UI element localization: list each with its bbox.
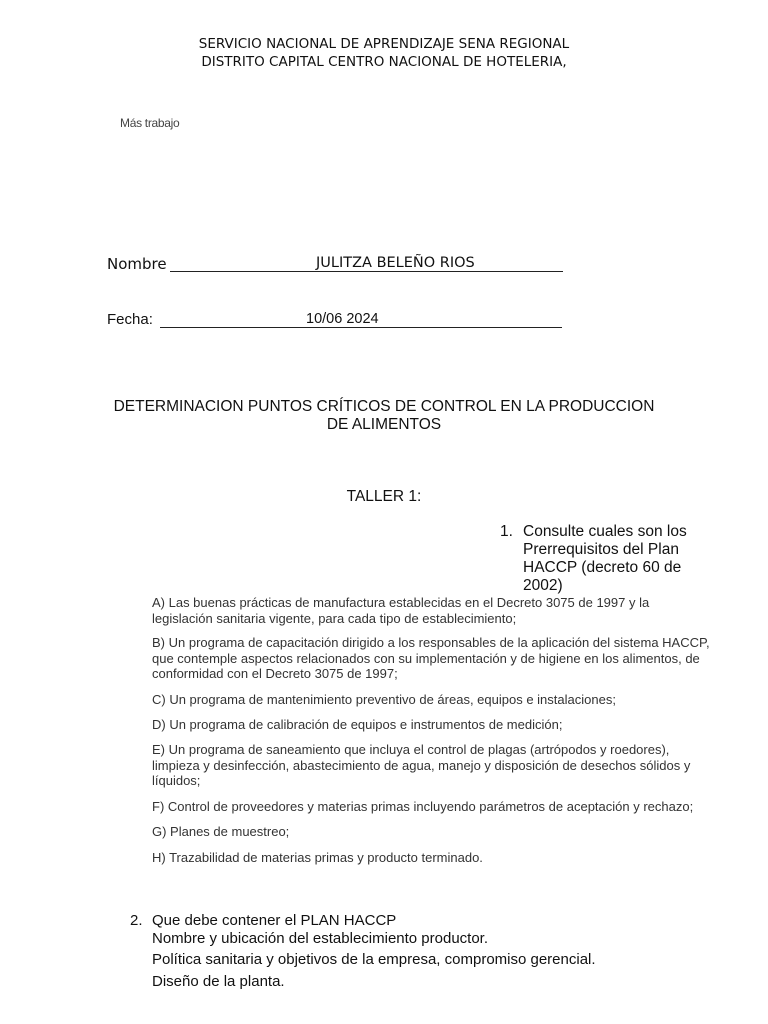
document-title-line1: DETERMINACION PUNTOS CRÍTICOS DE CONTROL EN LA PRODUCCION (113, 398, 655, 415)
workshop-title: TALLER 1: (346, 488, 422, 505)
name-label: Nombre (107, 255, 167, 273)
header-institution: SERVICIO NACIONAL DE APRENDIZAJE SENA REGIONAL (198, 36, 570, 52)
list-item: D) Un programa de calibración de equipos e instrumentos de medición; (152, 717, 563, 732)
list-item: F) Control de proveedores y materias primas incluyendo parámetros de aceptación y rechazo; (152, 799, 694, 814)
list-item: Nombre y ubicación del establecimiento productor. (152, 930, 489, 947)
name-line (170, 255, 563, 272)
name-value: JULITZA BELEÑO RIOS (316, 255, 475, 271)
document-title-line2: DE ALIMENTOS (326, 416, 442, 433)
list-item: E) Un programa de saneamiento que incluya el control de plagas (artrópodos y roedores), limpieza y desinfección, abastecimiento de agua, manejo y disposición de desechos sólidos y líquidos; (152, 742, 691, 788)
list-item: Diseño de la planta. (152, 973, 285, 990)
list-item: Política sanitaria y objetivos de la empresa, compromiso gerencial. (152, 951, 596, 968)
list-item: B) Un programa de capacitación dirigido a los responsables de la aplicación del sistema HACCP, que contemple aspectos relacionados con su implementación y de higiene en los alimentos, de conformidad con el Decreto 3075 de 1997; (152, 635, 710, 681)
list-item: G) Planes de muestreo; (152, 824, 290, 839)
question-1-text: Consulte cuales son los Prerrequisitos del Plan HACCP (decreto 60 de 2002) (523, 523, 687, 594)
list-item: H) Trazabilidad de materias primas y producto terminado. (152, 850, 483, 865)
date-value: 10/06 2024 (306, 311, 379, 327)
list-item: C) Un programa de mantenimiento preventivo de áreas, equipos e instalaciones; (152, 692, 616, 707)
list-item: A) Las buenas prácticas de manufactura establecidas en el Decreto 3075 de 1997 y la legislación sanitaria vigente, para cada tipo de establecimiento; (152, 595, 650, 626)
more-work-note: Más trabajo (120, 116, 180, 130)
header-center: DISTRITO CAPITAL CENTRO NACIONAL DE HOTELERIA, (201, 54, 567, 70)
question-1-number: 1. (500, 523, 513, 540)
date-label: Fecha: (107, 311, 153, 328)
date-line (160, 311, 562, 328)
question-2-text: Que debe contener el PLAN HACCP (152, 912, 397, 929)
question-2-number: 2. (130, 912, 143, 929)
